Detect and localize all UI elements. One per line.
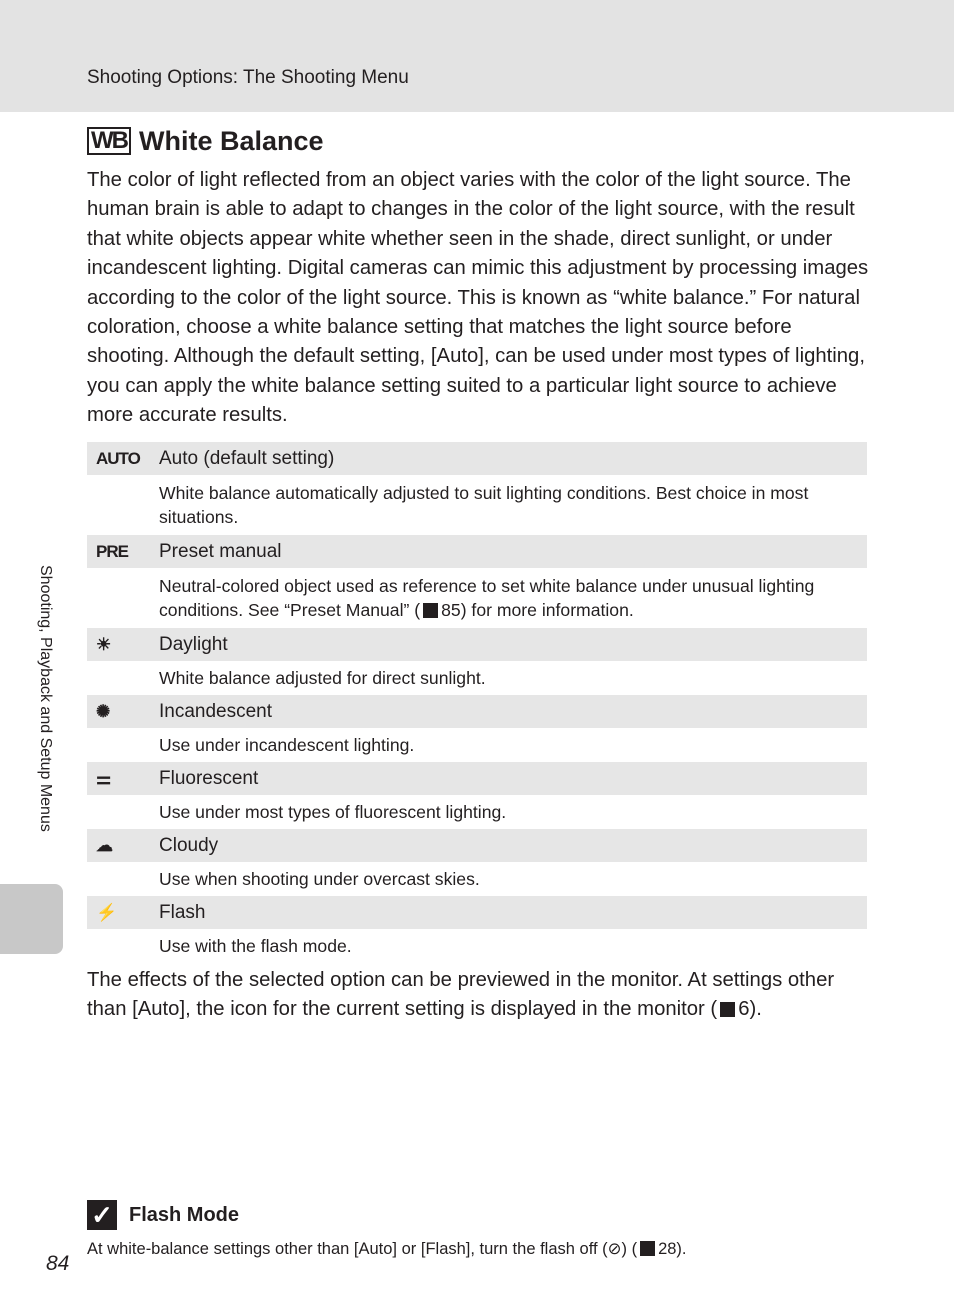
option-incandescent [87, 695, 867, 728]
outro-text: The effects of the selected option can be previewed in the monitor. At settings other than [Auto], the icon for the current setting is displayed in the monitor ( [87, 969, 835, 1021]
note-text-part: ) ( [621, 1240, 638, 1258]
option-description: Use with the flash mode. [159, 936, 352, 956]
option-description: Use under incandescent lighting. [159, 735, 415, 755]
header-band [0, 0, 954, 112]
option-description: White balance adjusted for direct sunlight. [159, 668, 486, 688]
page-reference: 28 [658, 1240, 677, 1258]
preset-icon: PRE [96, 541, 128, 561]
cloudy-icon: ☁ [96, 835, 112, 855]
page-reference-icon [423, 603, 438, 618]
option-preset-manual [87, 535, 867, 568]
incandescent-icon: ✺ [96, 701, 110, 721]
option-title: Preset manual [159, 540, 282, 562]
page-reference: 85 [441, 600, 461, 620]
option-description [87, 568, 867, 628]
option-description: White balance automatically adjusted to suit lighting conditions. Best choice in most situations. [159, 483, 809, 527]
note-text [87, 1239, 867, 1259]
note-title: Flash Mode [129, 1203, 240, 1226]
option-title: Flash [159, 901, 206, 923]
note-text-part: ). [676, 1240, 687, 1258]
option-description: Use when shooting under overcast skies. [159, 869, 480, 889]
desc-text: Neutral-colored object used as reference to set white balance under unusual lighting conditions. See “Preset Manual” ( [159, 576, 815, 620]
side-chapter-tab [0, 884, 63, 954]
fluorescent-icon: ⚌ [96, 768, 111, 788]
outro-paragraph [87, 966, 867, 1025]
option-daylight [87, 628, 867, 661]
page-reference: 6 [738, 998, 750, 1021]
page-number: 84 [46, 1252, 70, 1275]
note-box [87, 1198, 867, 1259]
white-balance-options-table [87, 442, 867, 963]
flash-off-icon: ⊘ [607, 1240, 622, 1258]
flash-icon: ⚡ [96, 902, 117, 922]
page-reference-icon [720, 1002, 735, 1017]
option-description: Use under most types of fluorescent lighting. [159, 802, 507, 822]
desc-text: ) for more information. [460, 600, 634, 620]
outro-text: ). [749, 998, 762, 1021]
white-balance-icon: WB [87, 127, 131, 155]
option-title: Cloudy [159, 834, 219, 856]
intro-paragraph: The color of light reflected from an object varies with the color of the light source. The human brain is able to adapt to changes in the color of the light source, with the result that white objects appear white whether seen in the shade, direct sunlight, or under incandescent lighting. Digital cameras can mimic this adjustment by processing images according to the color of the light source. This is known as “white balance.” For natural coloration, choose a white balance setting that matches the light source before shooting. Although the default setting, [Auto], can be used under most types of lighting, you can apply the white balance setting suited to a particular light source to achieve more accurate results. [87, 169, 869, 427]
note-text-part: At white-balance settings other than [Auto] or [Flash], turn the flash off ( [87, 1240, 608, 1258]
option-flash [87, 896, 867, 929]
page-reference-icon [640, 1241, 655, 1256]
header-title: Shooting Options: The Shooting Menu [87, 67, 409, 88]
section-title-text: White Balance [138, 125, 324, 156]
option-title: Daylight [159, 633, 228, 655]
option-title: Auto (default setting) [159, 447, 335, 469]
auto-icon: AUTO [96, 448, 140, 468]
section-title [87, 123, 324, 159]
note-header [87, 1198, 867, 1232]
check-note-icon: ✓ [87, 1200, 117, 1230]
side-chapter-label: Shooting, Playback and Setup Menus [37, 565, 54, 832]
option-auto [87, 442, 867, 475]
option-title: Fluorescent [159, 767, 259, 789]
option-cloudy [87, 829, 867, 862]
option-fluorescent [87, 762, 867, 795]
daylight-icon: ☀ [96, 634, 111, 654]
option-title: Incandescent [159, 700, 273, 722]
